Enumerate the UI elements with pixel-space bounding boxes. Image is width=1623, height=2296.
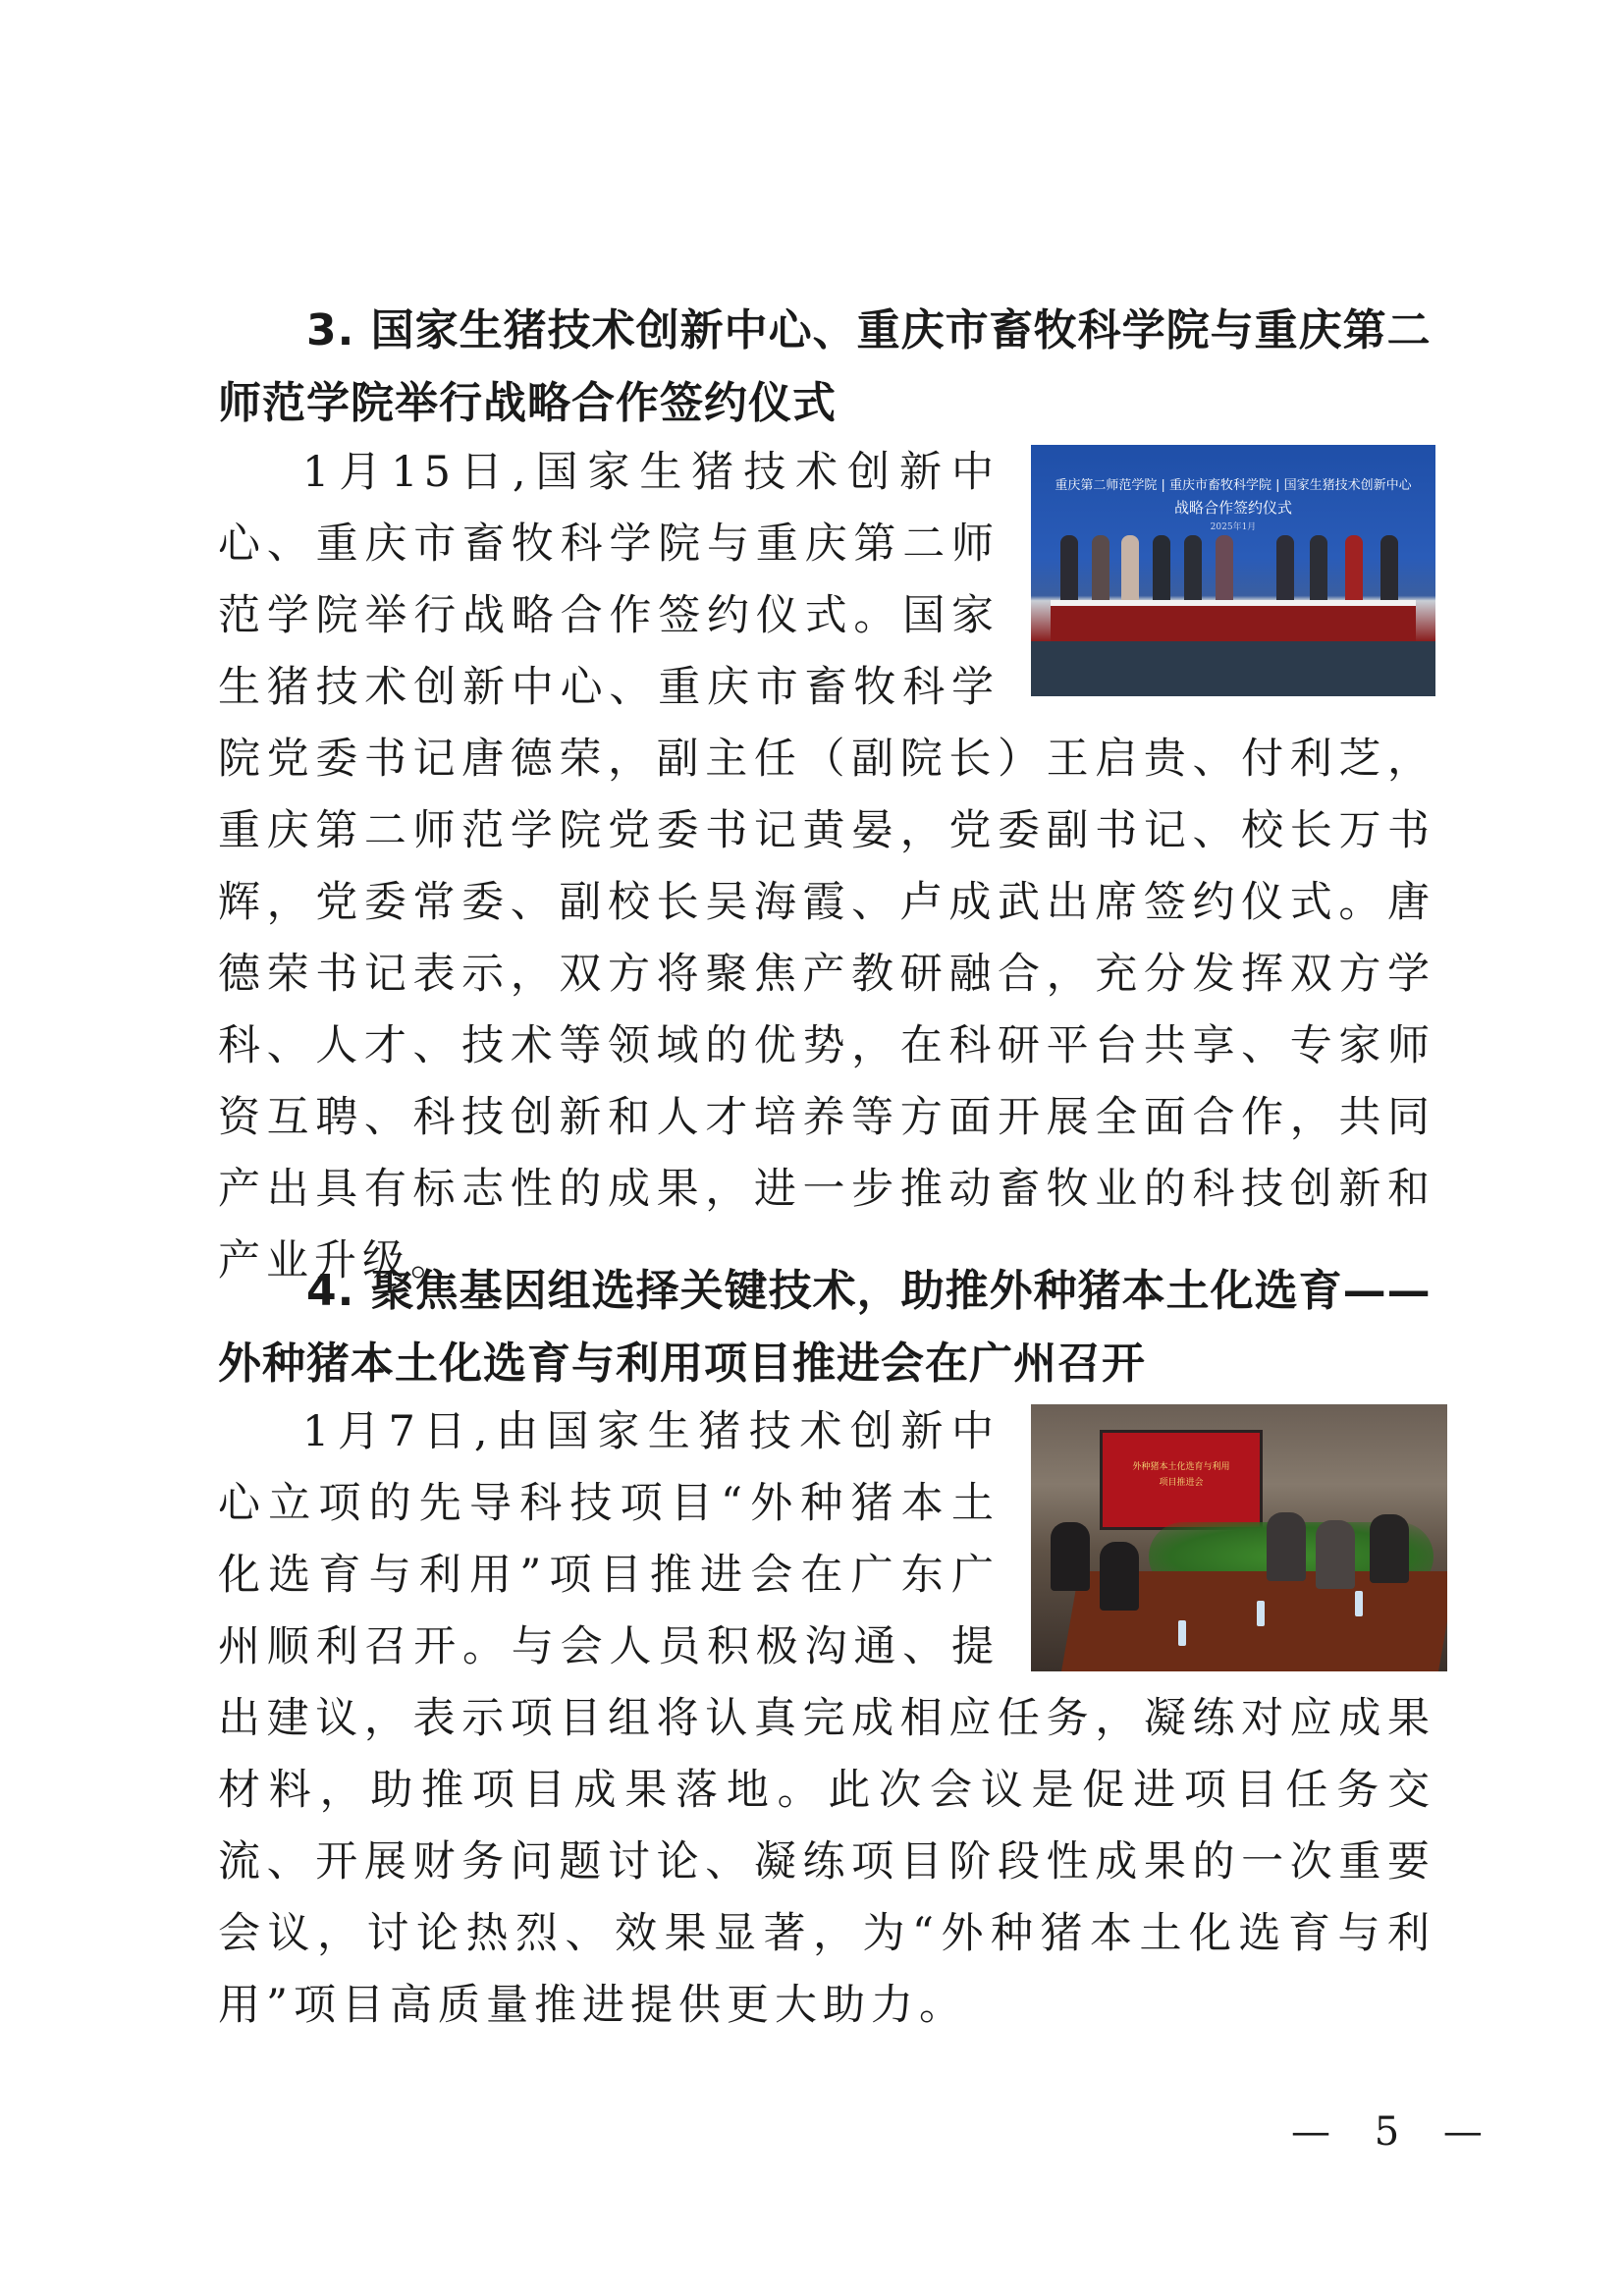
photo-banner-line-1: 重庆第二师范学院 | 重庆市畜牧科学院 | 国家生猪技术创新中心 xyxy=(1055,478,1412,493)
photo-person xyxy=(1380,535,1398,602)
section-4-paragraph: 1月7日,由国家生猪技术创新中心立项的先导科技项目“外种猪本土化选育与利用”项目推进会在广东广州顺利召开。与会人员积极沟通、提出建议，表示项目组将认真完成相应任务，凝练对应成果材料，助推项目成果落地。此次会议是促进项目任务交流、开展财务问题讨论、凝练项目阶段性成果的一次重要会议，讨论热烈、效果显著，为“外种猪本土化选育与利用”项目高质量推进提供更大助力。 xyxy=(218,1407,1435,2030)
photo-attendee xyxy=(1370,1514,1409,1583)
photo-person xyxy=(1060,535,1078,602)
photo-screen-line-2: 项目推进会 xyxy=(1159,1478,1204,1488)
project-meeting-photo xyxy=(1031,1404,1447,1671)
section-4-body xyxy=(218,1396,1435,2042)
photo-projection-screen xyxy=(1100,1430,1263,1530)
photo-attendee xyxy=(1267,1512,1306,1581)
photo-person xyxy=(1216,535,1233,602)
photo-person xyxy=(1184,535,1202,602)
photo-banner-line-2: 战略合作签约仪式 xyxy=(1173,499,1292,517)
photo-signing-table xyxy=(1051,600,1416,645)
photo-screen-line-1: 外种猪本土化选育与利用 xyxy=(1132,1462,1230,1472)
photo-attendee xyxy=(1316,1520,1355,1589)
photo-person xyxy=(1153,535,1170,602)
photo-person xyxy=(1276,535,1294,602)
section-3-paragraph: 1月15日,国家生猪技术创新中心、重庆市畜牧科学院与重庆第二师范学院举行战略合作签约仪式。国家生猪技术创新中心、重庆市畜牧科学院党委书记唐德荣，副主任（副院长）王启贵、付利芝，重庆第二师范学院党委书记黄晏，党委副书记、校长万书辉，党委常委、副校长吴海霞、卢成武出席签约仪式。唐德荣书记表示，双方将聚焦产教研融合，充分发挥双方学科、人才、技术等领域的优势，在科研平台共享、专家师资互聘、科技创新和人才培养等方面开展全面合作，共同产出具有标志性的成果，进一步推动畜牧业的科技创新和产业升级。 xyxy=(218,448,1435,1285)
photo-person xyxy=(1310,535,1327,602)
section-3-body xyxy=(218,437,1435,1297)
photo-banner-line-3: 2025年1月 xyxy=(1210,522,1257,532)
photo-attendee xyxy=(1051,1522,1090,1591)
section-3-heading: 3. 国家生猪技术创新中心、重庆市畜牧科学院与重庆第二师范学院举行战略合作签约仪式 xyxy=(218,305,1432,428)
photo-water-bottle xyxy=(1178,1620,1186,1646)
photo-person xyxy=(1121,535,1139,602)
section-4-heading: 4. 聚焦基因组选择关键技术，助推外种猪本土化选育——外种猪本土化选育与利用项目推进会在广州召开 xyxy=(218,1266,1432,1389)
signing-ceremony-photo xyxy=(1031,445,1435,696)
photo-person xyxy=(1345,535,1363,602)
photo-water-bottle xyxy=(1257,1601,1265,1626)
photo-people-row xyxy=(1060,535,1414,604)
photo-floor xyxy=(1031,641,1435,696)
page-number: — 5 — xyxy=(1291,2109,1498,2155)
photo-attendee xyxy=(1100,1542,1139,1611)
photo-person xyxy=(1092,535,1109,602)
photo-water-bottle xyxy=(1355,1591,1363,1616)
